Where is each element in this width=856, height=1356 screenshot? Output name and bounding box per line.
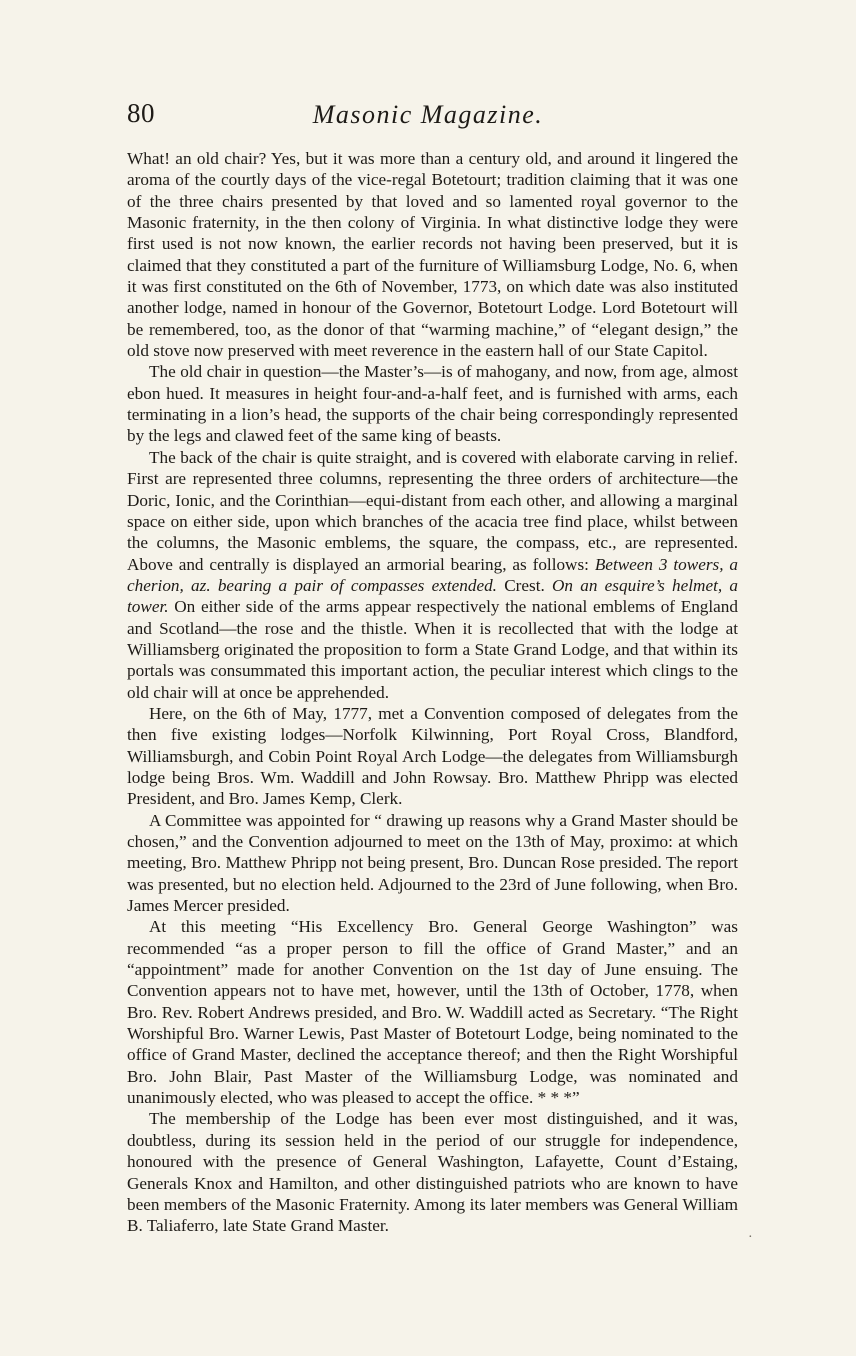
carving-text-before: The back of the chair is quite straight, and is covered with elaborate carving in relief. First are represented three columns, representing the three orders of architecture—the Doric, Ionic, and the Corinthian—equi-distant from each other, and allowing a marginal space on either side, upon which branches of the acacia tree find place, whilst between the columns, the Masonic emblems, the square, the compass, etc., are represented. Above and centrally is displayed an armorial bearing, as follows:	[127, 447, 738, 574]
margin-mark: ·	[748, 1230, 753, 1245]
paragraph-chair-intro: What! an old chair? Yes, but it was more than a century old, and around it lingered the aroma of the courtly days of the vice-regal Botetourt; tradition claiming that it was one of the three chairs presented by that loved and so lamented royal governor to the Masonic fraternity, in the then colony of Virginia. In what distinctive lodge they were first used is not now known, the earlier records not having been preserved, but it is claimed that they constituted a part of the furniture of Williamsburg Lodge, No. 6, when it was first constituted on the 6th of November, 1773, on which date was also instituted another lodge, named in honour of the Governor, Botetourt Lodge. Lord Botetourt will be remembered, too, as the donor of that “warming machine,” of “elegant design,” the old stove now preserved with meet reverence in the eastern hall of our State Capitol.	[127, 149, 738, 361]
paragraph-chair-carving	[127, 447, 738, 703]
carving-text-after: On either side of the arms appear respectively the national emblems of England and Scotland—the rose and the thistle. When it is recollected that with the lodge at Williamsberg originated the proposition to form a State Grand Lodge, and that within its portals was consummated this important action, the peculiar interest which clings to the old chair will at once be apprehended.	[127, 597, 738, 702]
crest-blazon: On an esquire’s helmet, a tower.	[127, 575, 738, 617]
paragraph-grand-master-election: At this meeting “His Excellency Bro. General George Washington” was recommended “as a proper person to fill the office of Grand Master,” and an “appointment” made for another Convention on the 1st day of June ensuing. The Convention appears not to have met, however, until the 13th of October, 1778, when Bro. Rev. Robert Andrews presided, and Bro. W. Waddill acted as Secretary. “The Right Worshipful Bro. Warner Lewis, Past Master of Botetourt Lodge, being nominated to the office of Grand Master, declined the acceptance thereof; and then the Right Worshipful Bro. John Blair, Past Master of the Williamsburg Lodge, was nominated and unanimously elected, who was pleased to accept the office. * * *”	[127, 917, 738, 1108]
paragraph-committee: A Committee was appointed for “ drawing up reasons why a Grand Master should be chosen,” and the Convention adjourned to meet on the 13th of May, proximo: at which meeting, Bro. Matthew Phripp not being present, Bro. Duncan Rose presided. The report was presented, but no election held. Adjourned to the 23rd of June following, when Bro. James Mercer presided.	[127, 810, 738, 916]
carving-text-middle: Crest.	[496, 575, 553, 595]
running-title: Masonic Magazine.	[312, 100, 544, 129]
page-number: 80	[127, 98, 155, 128]
paragraph-convention-1777: Here, on the 6th of May, 1777, met a Convention composed of delegates from the then five existing lodges—Norfolk Kilwinning, Port Royal Cross, Blandford, Williamsburgh, and Cobin Point Royal Arch Lodge—the delegates from Williamsburgh lodge being Bros. Wm. Waddill and John Rowsay. Bro. Matthew Phripp was elected President, and Bro. James Kemp, Clerk.	[127, 703, 738, 809]
armorial-blazon: Between 3 towers, a cherion, az. bearing a pair of compasses extended.	[127, 554, 738, 595]
article-body	[127, 148, 738, 1237]
paragraph-membership: The membership of the Lodge has been ever most distinguished, and it was, doubtless, during its session held in the period of our struggle for independence, honoured with the presence of General Washington, Lafayette, Count d’Estaing, Generals Knox and Hamilton, and other distinguished patriots who are known to have been members of the Masonic Fraternity. Among its later members was General William B. Taliaferro, late State Grand Master.	[127, 1109, 738, 1236]
paragraph-chair-description: The old chair in question—the Master’s—is of mahogany, and now, from age, almost ebon hued. It measures in height four-and-a-half feet, and is furnished with arms, each terminating in a lion’s head, the supports of the chair being correspondingly represented by the legs and clawed feet of the same king of beasts.	[127, 362, 738, 446]
